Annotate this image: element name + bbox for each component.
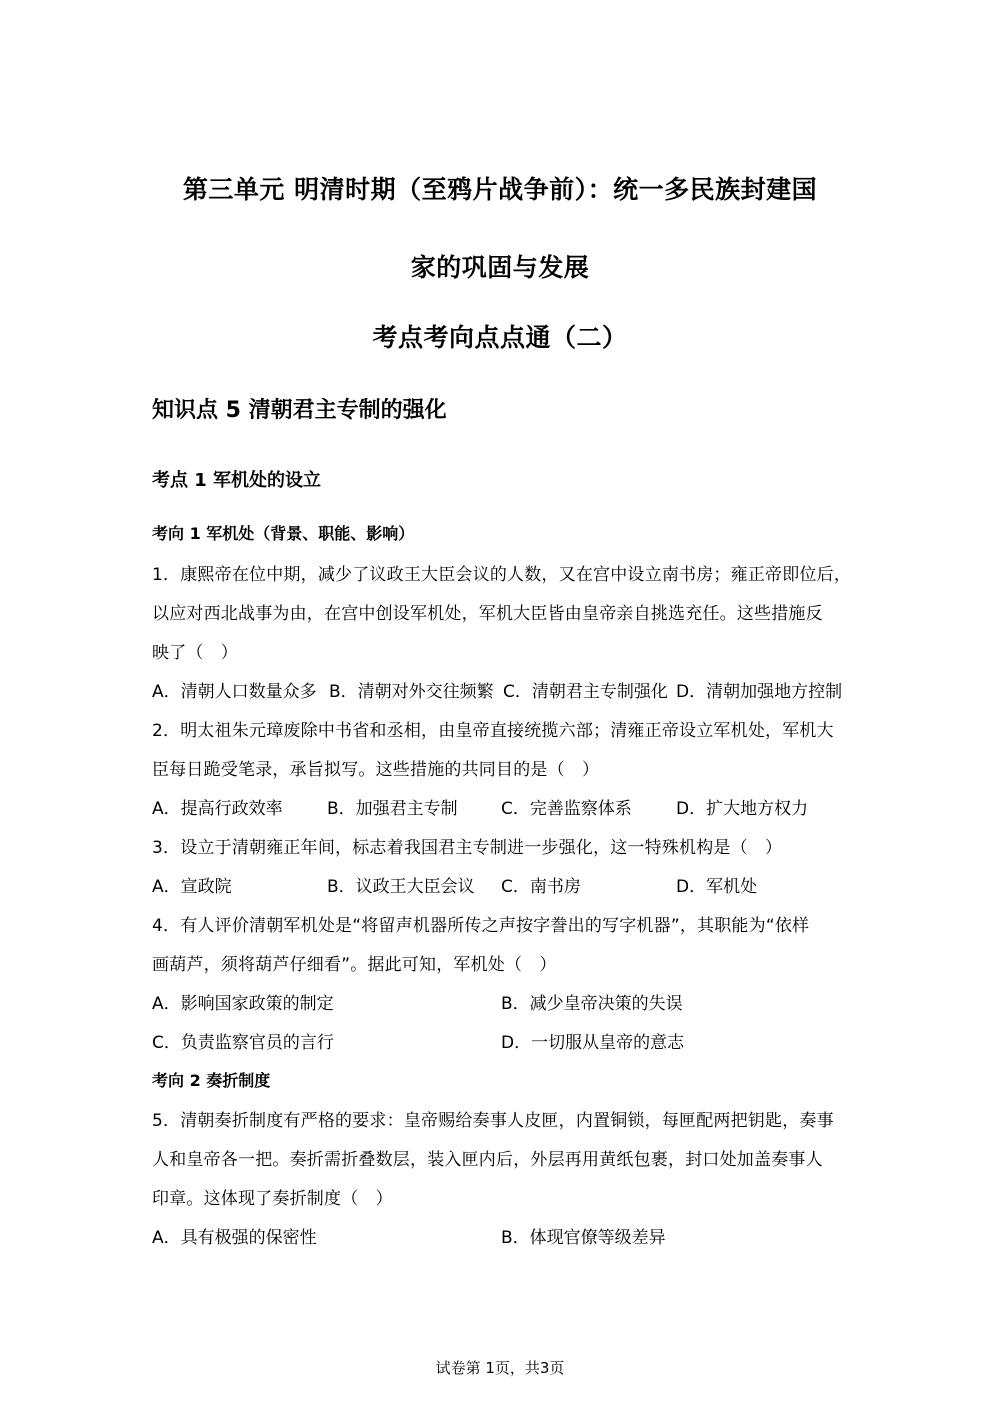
question-1-line-3: 映了（ ） xyxy=(152,643,238,663)
question-2-option-d: D．扩大地方权力 xyxy=(676,799,809,819)
question-3-option-a: A．宣政院 xyxy=(152,877,232,897)
question-1-option-b: B．清朝对外交往频繁 xyxy=(329,682,494,702)
question-5-line-1: 5．清朝奏折制度有严格的要求：皇帝赐给奏事人皮匣，内置铜锁，每匣配两把钥匙，奏事 xyxy=(152,1111,834,1131)
question-3-option-b: B．议政王大臣会议 xyxy=(327,877,475,897)
question-4-option-c: C．负责监察官员的言行 xyxy=(152,1033,334,1053)
section-title: 考点考向点点通（二） xyxy=(372,323,628,352)
unit-title-line2: 家的巩固与发展 xyxy=(410,253,590,282)
question-1-line-1: 1．康熙帝在位中期，减少了议政王大臣会议的人数，又在宫中设立南书房；雍正帝即位后， xyxy=(152,565,852,585)
question-4-line-1: 4．有人评价清朝军机处是“将留声机器所传之声按字誊出的写字机器”，其职能为“依样 xyxy=(152,916,810,936)
question-2-line-1: 2．明太祖朱元璋废除中书省和丞相，由皇帝直接统揽六部；清雍正帝设立军机处，军机大 xyxy=(152,721,834,741)
direction-heading-1: 考向 1 军机处（背景、职能、影响） xyxy=(152,524,415,543)
direction-heading-2: 考向 2 奏折制度 xyxy=(152,1071,271,1090)
question-2-option-a: A．提高行政效率 xyxy=(152,799,283,819)
exam-point-heading: 考点 1 军机处的设立 xyxy=(152,470,322,491)
question-3-option-c: C．南书房 xyxy=(501,877,581,897)
question-2-line-2: 臣每日跪受笔录，承旨拟写。这些措施的共同目的是（ ） xyxy=(152,760,600,780)
question-5-line-3: 印章。这体现了奏折制度（ ） xyxy=(152,1189,393,1209)
unit-title-line1: 第三单元 明清时期（至鸦片战争前）：统一多民族封建国 xyxy=(182,175,818,204)
question-2-option-c: C．完善监察体系 xyxy=(501,799,632,819)
question-1-option-d: D．清朝加强地方控制 xyxy=(676,682,843,702)
question-5-option-a: A．具有极强的保密性 xyxy=(152,1228,317,1248)
question-5-option-b: B．体现官僚等级差异 xyxy=(501,1228,666,1248)
question-5-line-2: 人和皇帝各一把。奏折需折叠数层，装入匣内后，外层再用黄纸包裹，封口处加盖奏事人 xyxy=(152,1150,823,1170)
page-footer: 试卷第 1页，共3页 xyxy=(435,1359,565,1377)
question-3-line-1: 3．设立于清朝雍正年间，标志着我国君主专制进一步强化，这一特殊机构是（ ） xyxy=(152,838,783,858)
question-3-option-d: D．军机处 xyxy=(676,877,758,897)
question-2-option-b: B．加强君主专制 xyxy=(327,799,458,819)
question-4-option-b: B．减少皇帝决策的失误 xyxy=(501,994,683,1014)
question-1-option-a: A．清朝人口数量众多 xyxy=(152,682,317,702)
question-1-option-c: C．清朝君主专制强化 xyxy=(503,682,668,702)
question-4-option-d: D．一切服从皇帝的意志 xyxy=(501,1033,685,1053)
question-1-line-2: 以应对西北战事为由，在宫中创设军机处，军机大臣皆由皇帝亲自挑选充任。这些措施反 xyxy=(152,604,823,624)
knowledge-point-heading: 知识点 5 清朝君主专制的强化 xyxy=(152,398,447,423)
question-4-option-a: A．影响国家政策的制定 xyxy=(152,994,334,1014)
question-4-line-2: 画葫芦，须将葫芦仔细看”。据此可知，军机处（ ） xyxy=(152,955,557,975)
